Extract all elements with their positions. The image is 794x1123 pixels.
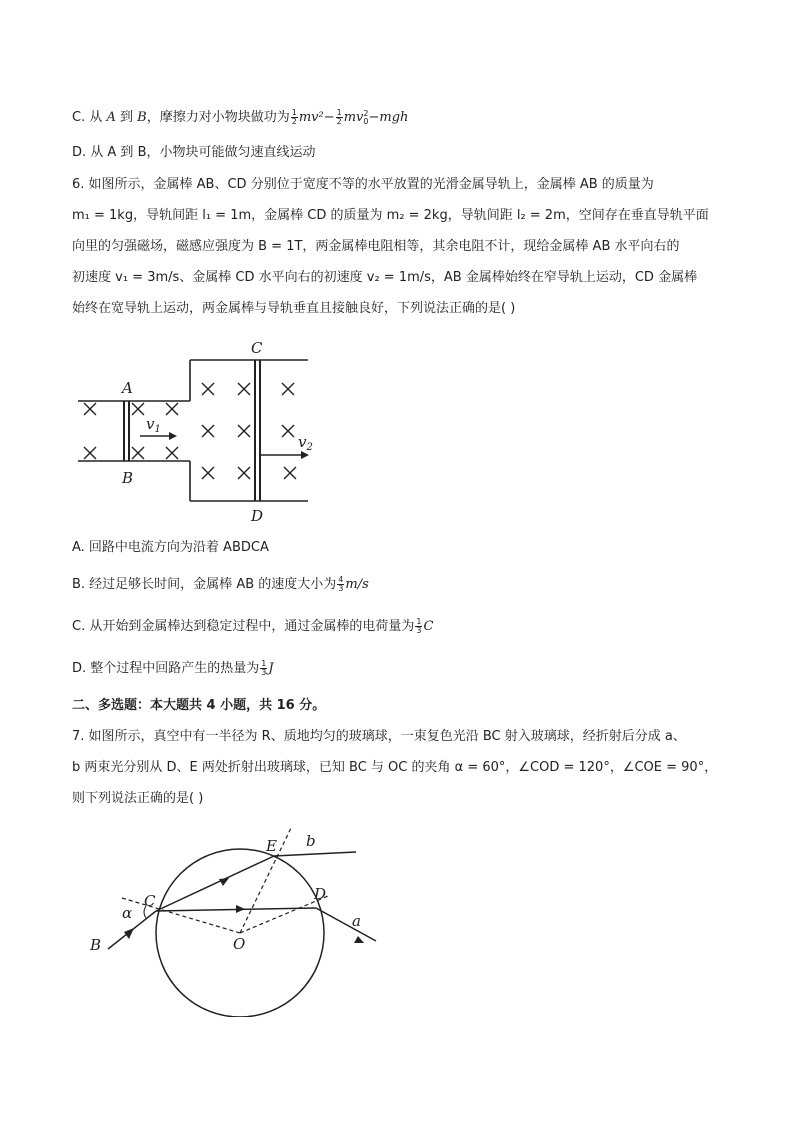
q5-c-mv2: mv²− xyxy=(298,110,335,125)
q7-glass-sphere-diagram xyxy=(80,822,390,1017)
frac-num: 1 xyxy=(416,617,422,626)
q6-option-b xyxy=(72,575,369,595)
q5-c-frac1 xyxy=(291,109,298,126)
q5-option-d: D. 从 A 到 B，小物块可能做匀速直线运动 xyxy=(72,145,316,160)
q5-c-point-a: A xyxy=(106,110,116,125)
q6-c-text: C. 从开始到金属棒达到稳定过程中，通过金属棒的电荷量为 xyxy=(72,619,415,634)
q6-line2: m₁ = 1kg，导轨间距 l₁ = 1m，金属棒 CD 的质量为 m₂ = 2kg，导轨间距 l₂ = 2m，空间存在垂直导轨平面 xyxy=(72,208,709,223)
q7-line2: b 两束光分别从 D、E 两处折射出玻璃球，已知 BC 与 OC 的夹角 α = 60°，∠COD = 120°，∠COE = 90°， xyxy=(72,760,718,775)
q7-line3: 则下列说法正确的是( ) xyxy=(72,791,204,806)
q6-line3: 向里的匀强磁场，磁感应强度为 B = 1T，两金属棒电阻相等，其余电阻不计，现给金属棒 AB 水平向右的 xyxy=(72,239,680,254)
label-b-ray: b xyxy=(306,832,316,850)
frac-den: 3 xyxy=(261,668,267,677)
label-a-ray: a xyxy=(352,912,361,930)
frac-den: 2 xyxy=(336,117,342,126)
q6-option-c xyxy=(72,617,433,637)
q6-option-d xyxy=(72,659,274,679)
q5-option-c xyxy=(72,108,408,128)
q5-c-label: C. 从 xyxy=(72,110,103,125)
frac-num: 4 xyxy=(338,575,344,584)
label-c: C xyxy=(144,892,156,910)
q6-d-text: D. 整个过程中回路产生的热量为 xyxy=(72,661,260,676)
sub: 0 xyxy=(363,116,369,126)
q5-c-mv0: mv xyxy=(343,110,364,125)
label-b: B xyxy=(122,469,134,487)
label-alpha: α xyxy=(122,904,133,922)
label-e: E xyxy=(266,837,277,855)
frac-num: 1 xyxy=(261,659,267,668)
frac-den: 3 xyxy=(338,584,344,593)
v1-subscript: 1 xyxy=(154,424,161,435)
frac-num: 1 xyxy=(336,108,342,117)
q5-c-frac2 xyxy=(336,109,343,126)
frac-den: 2 xyxy=(291,117,297,126)
frac-den: 3 xyxy=(416,626,422,635)
q6-rail-diagram xyxy=(70,335,320,525)
q6-c-frac xyxy=(415,618,422,635)
q6-d-frac xyxy=(260,660,267,677)
q6-b-frac xyxy=(337,576,344,593)
q7-line1: 7. 如图所示，真空中有一半径为 R、质地均匀的玻璃球，一束复色光沿 BC 射入玻璃球，经折射后分成 a、 xyxy=(72,729,686,744)
section-heading-multiple-choice: 二、多选题：本大题共 4 小题，共 16 分。 xyxy=(72,698,326,713)
label-c: C xyxy=(251,339,263,357)
q5-c-point-b: B xyxy=(137,110,147,125)
q6-b-unit: m/s xyxy=(345,577,369,592)
label-v1 xyxy=(146,415,161,435)
label-d: D xyxy=(314,885,327,903)
q5-c-mgh: −mgh xyxy=(368,110,409,125)
label-d: D xyxy=(251,507,264,525)
label-o: O xyxy=(233,935,246,953)
label-b-point: B xyxy=(90,936,102,954)
v2-subscript: 2 xyxy=(306,442,313,453)
q6-line1: 6. 如图所示，金属棒 AB、CD 分别位于宽度不等的水平放置的光滑金属导轨上，金属棒 AB 的质量为 xyxy=(72,177,654,192)
frac-num: 1 xyxy=(291,108,297,117)
q6-line4: 初速度 v₁ = 3m/s、金属棒 CD 水平向右的初速度 v₂ = 1m/s，AB 金属棒始终在窄导轨上运动，CD 金属棒 xyxy=(72,270,698,285)
q5-c-text: ，摩擦力对小物块做功为 xyxy=(146,110,290,125)
v2-symbol: v xyxy=(298,433,307,451)
label-v2 xyxy=(298,433,313,453)
label-a: A xyxy=(122,379,133,397)
q6-option-a: A. 回路中电流方向为沿着 ABDCA xyxy=(72,540,269,555)
q6-b-text: B. 经过足够长时间，金属棒 AB 的速度大小为 xyxy=(72,577,337,592)
q6-line5: 始终在宽导轨上运动，两金属棒与导轨垂直且接触良好，下列说法正确的是( ) xyxy=(72,301,516,316)
q6-c-unit: C xyxy=(423,619,434,634)
sup: 2 xyxy=(363,108,369,118)
q5-c-to: 到 xyxy=(120,110,134,125)
v1-symbol: v xyxy=(146,415,155,433)
q6-d-unit: J xyxy=(268,661,274,676)
